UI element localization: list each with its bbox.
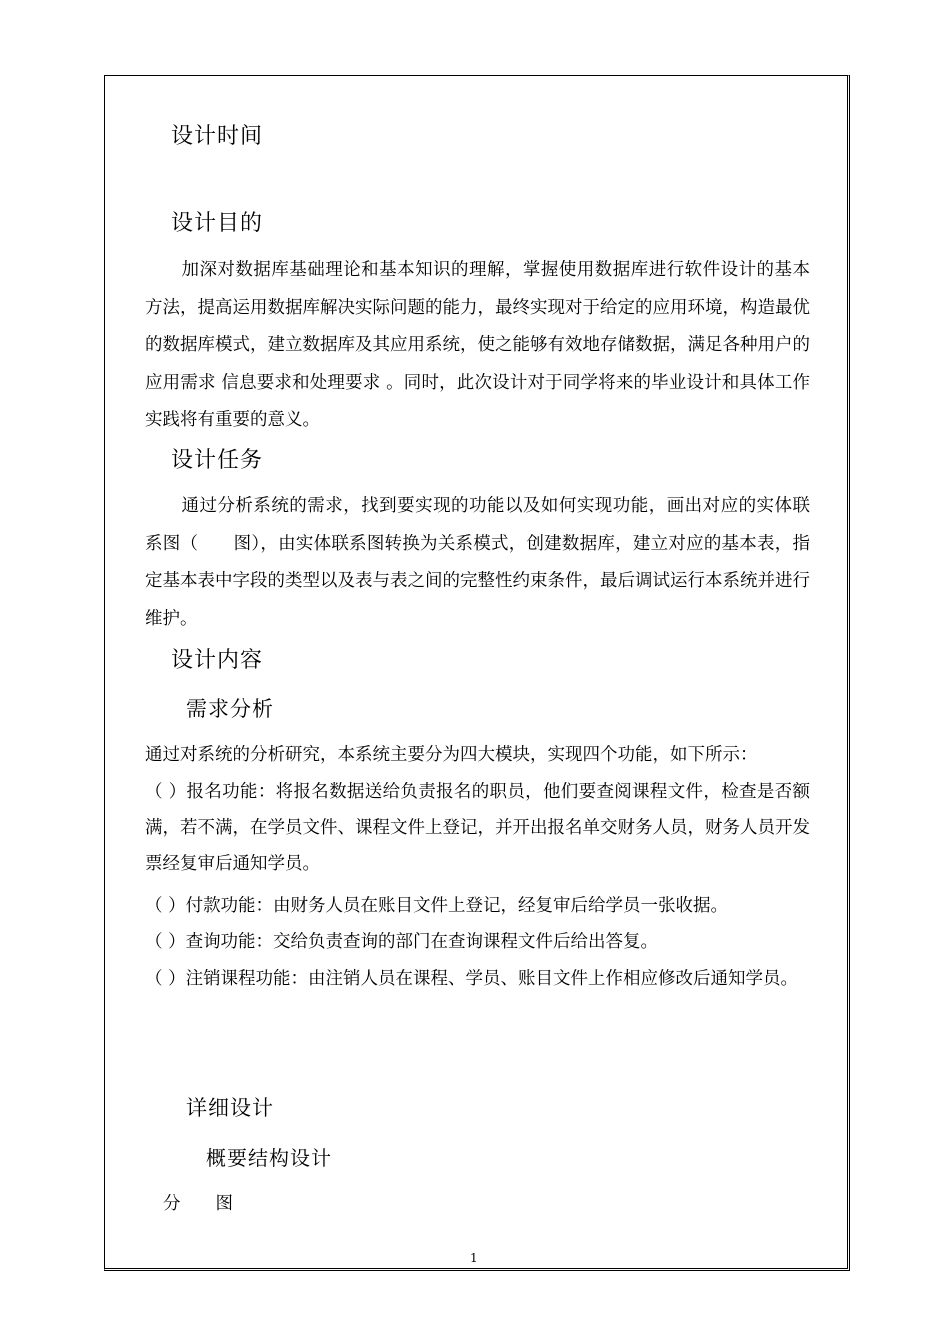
heading-outline-design: 概要结构设计	[206, 1146, 332, 1170]
paragraph-task	[145, 488, 810, 638]
req-intro: 通过对系统的分析研究，本系统主要分为四大模块，实现四个功能，如下所示：	[145, 745, 758, 765]
page-number: 1	[470, 1251, 478, 1265]
heading-design-purpose: 设计目的	[171, 211, 264, 236]
purpose-text: 加深对数据库基础理论和基本知识的理解，掌握使用数据库进行软件设计的基本方法，提高运用数据库解决实际问题的能力，最终实现对于给定的应用环境，构造最优的数据库模式，建立数据库及其应用系统，使之能够有效地存储数据，满足各种用户的应用需求 信息要求和处理要求 。同时，此次设计对于同学将来的毕业设计和具体工作实践将有重要的意义。	[145, 260, 810, 430]
heading-design-task: 设计任务	[171, 448, 264, 473]
req-item-3: （ ）查询功能：交给负责查询的部门在查询课程文件后给出答复。	[145, 932, 659, 952]
heading-detailed-design: 详细设计	[186, 1096, 274, 1120]
heading-design-time: 设计时间	[171, 124, 264, 149]
task-text: 通过分析系统的需求，找到要实现的功能以及如何实现功能，画出对应的实体联系图（ 图），由实体联系图转换为关系模式，创建数据库，建立对应的基本表，指定基本表中字段的类型以及表与表之间的完整性约束条件，最后调试运行本系统并进行维护。	[145, 496, 810, 629]
heading-design-content: 设计内容	[171, 648, 264, 673]
heading-requirements: 需求分析	[186, 697, 274, 721]
req-item-1: （ ）报名功能：将报名数据送给负责报名的职员，他们要查阅课程文件，检查是否额满，若不满，在学员文件、课程文件上登记，并开出报名单交财务人员，财务人员开发票经复审后通知学员。	[145, 782, 810, 874]
sub-diagram-label: 分 图	[163, 1194, 233, 1214]
req-item-2: （ ）付款功能：由财务人员在账目文件上登记，经复审后给学员一张收据。	[145, 896, 729, 916]
paragraph-purpose	[145, 252, 810, 440]
req-item-4: （ ）注销课程功能：由注销人员在课程、学员、账目文件上作相应修改后通知学员。	[145, 969, 799, 989]
